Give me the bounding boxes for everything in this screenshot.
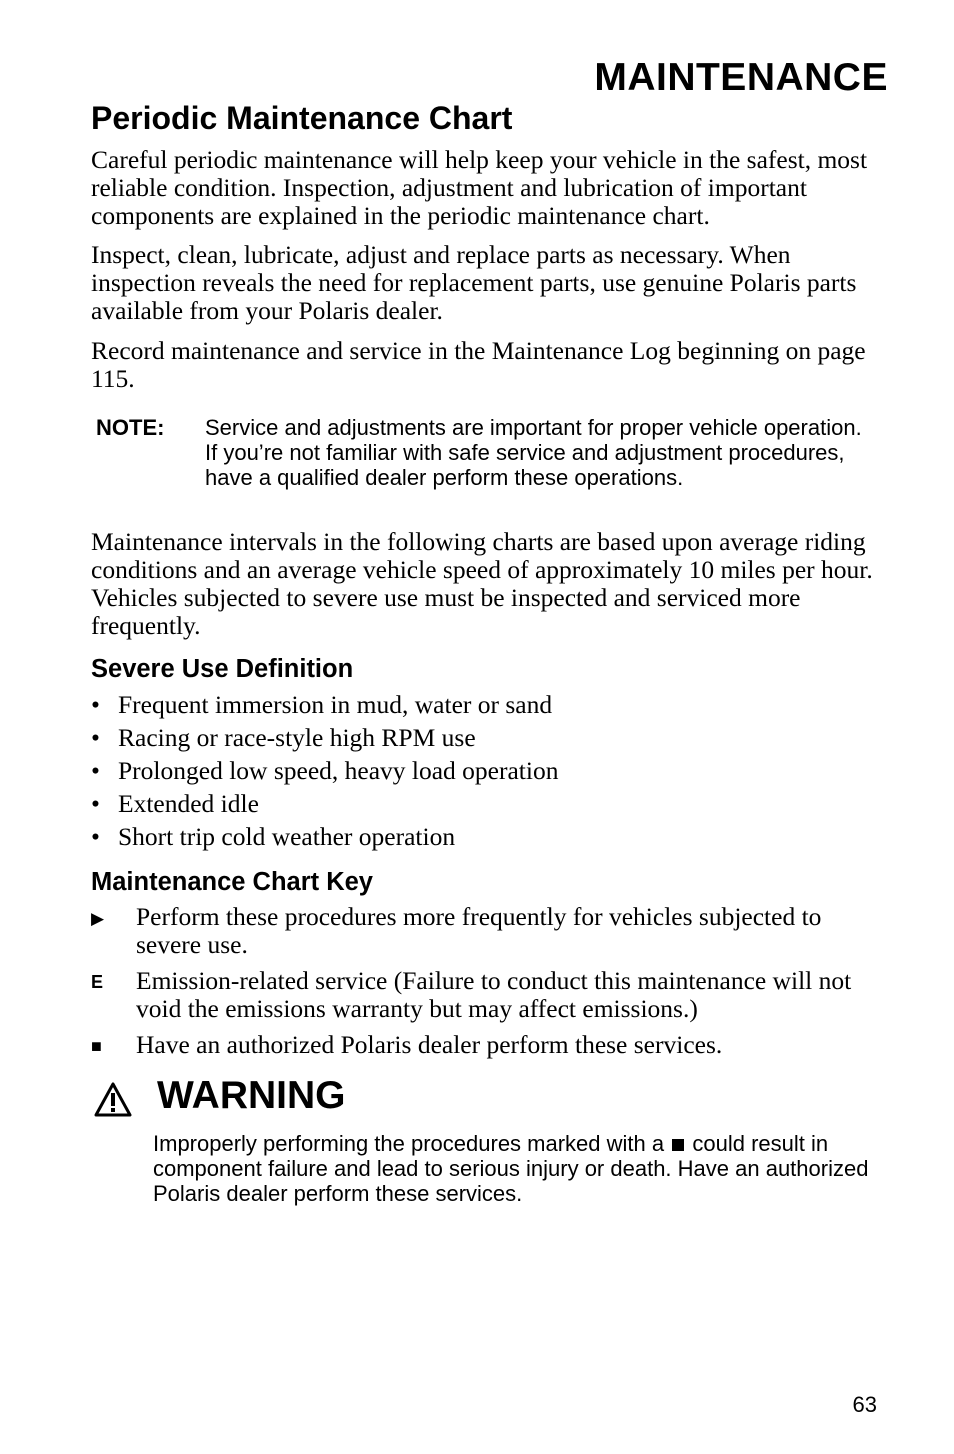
square-icon: ■ (91, 1036, 102, 1056)
square-icon (672, 1139, 684, 1151)
list-item-text: Extended idle (118, 789, 259, 818)
note-label: NOTE: (96, 415, 165, 440)
list-item (91, 822, 558, 855)
page-heading: Periodic Maintenance Chart (91, 100, 513, 136)
warning-triangle-icon (94, 1082, 132, 1118)
warning-text-part-1: Improperly performing the procedures marked with a (153, 1131, 665, 1156)
page-number: 63 (852, 1392, 877, 1417)
bullet-icon: • (91, 822, 100, 851)
key-item-text: Perform these procedures more frequently for vehicles subjected to severe use. (136, 902, 822, 959)
list-item-text: Prolonged low speed, heavy load operation (118, 756, 559, 785)
key-item-text: Emission-related service (Failure to conduct this maintenance will not void the emissions warranty but may affect emissions.) (136, 966, 852, 1023)
intro-paragraph-1: Careful periodic maintenance will help keep your vehicle in the safest, most reliable condition. Inspection, adjustment and lubrication of important components are explained in the periodic maintenance chart. (91, 145, 868, 230)
warning-text-part-2: could result in component failure and lead to serious injury or death. Have an authorized Polaris dealer perform these services. (153, 1131, 869, 1206)
section-title: MAINTENANCE (594, 56, 888, 99)
emission-e-icon: E (91, 972, 104, 992)
severe-use-heading: Severe Use Definition (91, 655, 354, 683)
chart-key-heading: Maintenance Chart Key (91, 868, 373, 896)
warning-text (153, 1131, 873, 1206)
list-item-text: Racing or race-style high RPM use (118, 723, 476, 752)
note-text: Service and adjustments are important for proper vehicle operation. If you’re not familiar with safe service and adjustment procedures, have a qualified dealer perform these operations. (205, 415, 862, 490)
list-item-text: Short trip cold weather operation (118, 822, 456, 851)
list-item (91, 723, 558, 756)
list-item-text: Frequent immersion in mud, water or sand (118, 690, 553, 719)
list-item (91, 789, 558, 822)
warning-title: WARNING (157, 1074, 346, 1117)
intro-paragraph-3: Record maintenance and service in the Maintenance Log beginning on page 115. (91, 336, 866, 393)
list-item (91, 756, 558, 789)
severe-use-list (91, 690, 558, 855)
bullet-icon: • (91, 690, 100, 719)
list-item (91, 690, 558, 723)
intervals-paragraph: Maintenance intervals in the following charts are based upon average riding conditions and an average vehicle speed of approximately 10 miles per hour. Vehicles subjected to severe use must be inspected and serviced more frequently. (91, 527, 873, 640)
intro-paragraph-2: Inspect, clean, lubricate, adjust and replace parts as necessary. When inspection reveals the need for replacement parts, use genuine Polaris parts available from your Polaris dealer. (91, 240, 857, 325)
key-item-text: Have an authorized Polaris dealer perform these services. (136, 1030, 723, 1059)
bullet-icon: • (91, 723, 100, 752)
bullet-icon: • (91, 756, 100, 785)
bullet-icon: • (91, 789, 100, 818)
triangle-arrow-icon: ▶ (91, 909, 105, 928)
